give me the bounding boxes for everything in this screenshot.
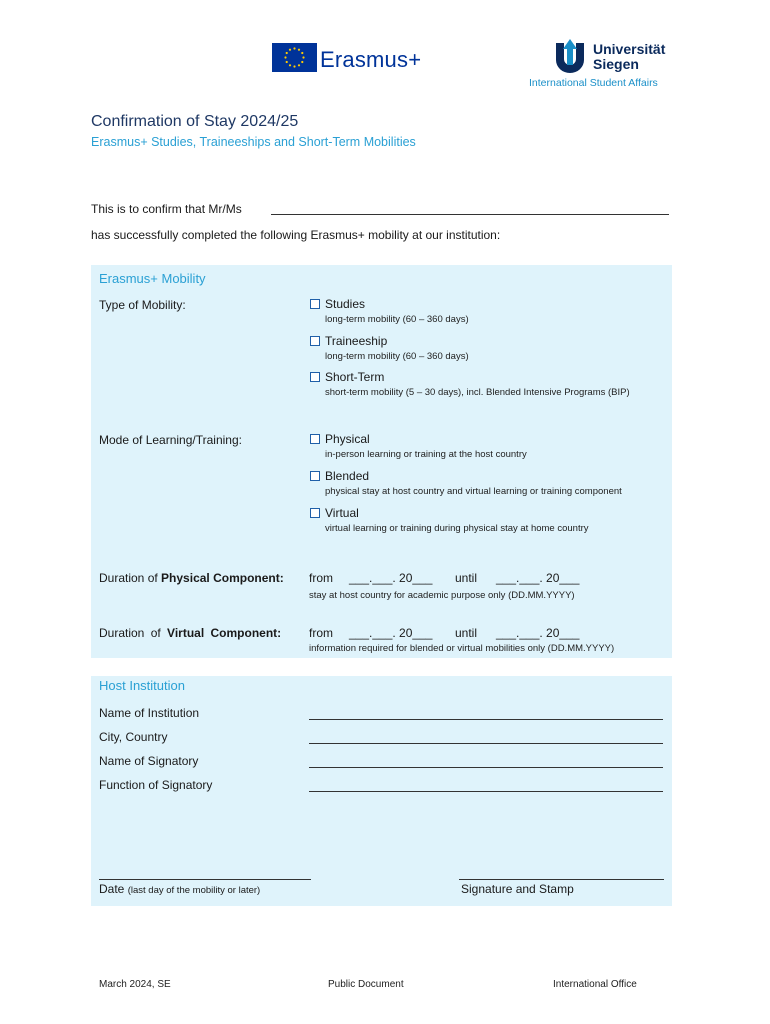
document-subtitle: Erasmus+ Studies, Traineeships and Short-Term Mobilities	[91, 135, 416, 149]
signature-label: Signature and Stamp	[461, 882, 574, 896]
document-title: Confirmation of Stay 2024/25	[91, 113, 299, 130]
mode-of-learning-label: Mode of Learning/Training:	[99, 433, 242, 447]
completion-text: has successfully completed the following Erasmus+ mobility at our institution:	[91, 228, 501, 242]
virtual-label: Virtual	[325, 506, 359, 520]
signatory-name-field[interactable]	[309, 756, 663, 768]
studies-checkbox[interactable]	[310, 299, 320, 309]
mobility-heading: Erasmus+ Mobility	[99, 271, 206, 286]
virtual-until-label: until	[455, 626, 478, 640]
traineeship-checkbox[interactable]	[310, 336, 320, 346]
short-term-hint: short-term mobility (5 – 30 days), incl. Blended Intensive Programs (BIP)	[325, 387, 630, 398]
department-name: International Student Affairs	[529, 77, 658, 89]
short-term-label: Short-Term	[325, 370, 385, 384]
physical-label: Physical	[325, 432, 370, 446]
date-note: (last day of the mobility or later)	[127, 885, 261, 896]
footer-date: March 2024, SE	[99, 979, 171, 990]
signatory-function-label: Function of Signatory	[99, 778, 213, 792]
virtual-duration-label	[99, 626, 281, 640]
footer-office: International Office	[553, 979, 637, 990]
short-term-option[interactable]	[310, 370, 384, 384]
date-label: Date	[99, 882, 125, 896]
physical-duration-label	[99, 571, 284, 585]
city-country-label: City, Country	[99, 730, 168, 744]
virtual-checkbox[interactable]	[310, 508, 320, 518]
physical-from-date-field[interactable]: ___.___. 20___	[349, 571, 433, 585]
virtual-duration-hint: information required for blended or virtual mobilities only (DD.MM.YYYY)	[309, 643, 615, 654]
blended-checkbox[interactable]	[310, 471, 320, 481]
date-label-row	[99, 882, 260, 896]
traineeship-option[interactable]	[310, 334, 387, 348]
student-name-field[interactable]	[271, 203, 669, 215]
host-heading: Host Institution	[99, 678, 185, 693]
studies-hint: long-term mobility (60 – 360 days)	[325, 314, 469, 325]
studies-label: Studies	[325, 297, 366, 311]
physical-until-label: until	[455, 571, 478, 585]
virtual-duration-prefix: Duration of	[99, 626, 168, 640]
studies-option[interactable]	[310, 297, 365, 311]
physical-duration-bold: Physical Component:	[161, 571, 284, 585]
virtual-from-label: from	[309, 626, 333, 640]
blended-hint: physical stay at host country and virtual learning or training component	[325, 486, 622, 497]
physical-option[interactable]	[310, 432, 370, 446]
date-field[interactable]	[99, 868, 311, 880]
blended-option[interactable]	[310, 469, 369, 483]
physical-checkbox[interactable]	[310, 434, 320, 444]
virtual-until-date-field[interactable]: ___.___. 20___	[496, 626, 580, 640]
institution-name-label: Name of Institution	[99, 706, 200, 720]
traineeship-hint: long-term mobility (60 – 360 days)	[325, 351, 469, 362]
virtual-from-date-field[interactable]: ___.___. 20___	[349, 626, 433, 640]
physical-hint: in-person learning or training at the host country	[325, 449, 527, 460]
physical-until-date-field[interactable]: ___.___. 20___	[496, 571, 580, 585]
virtual-option[interactable]	[310, 506, 359, 520]
signature-field[interactable]	[459, 868, 664, 880]
erasmus-logo-text: Erasmus+	[320, 47, 422, 72]
institution-name-field[interactable]	[309, 708, 663, 720]
footer-classification: Public Document	[328, 979, 404, 990]
city-country-field[interactable]	[309, 732, 663, 744]
university-name-line1: Universität	[593, 41, 666, 57]
physical-duration-prefix: Duration of	[99, 571, 162, 585]
signatory-name-label: Name of Signatory	[99, 754, 199, 768]
university-logo-icon	[553, 39, 587, 73]
signatory-function-field[interactable]	[309, 780, 663, 792]
virtual-hint: virtual learning or training during physical stay at home country	[325, 523, 589, 534]
university-name	[593, 42, 665, 72]
eu-flag-icon	[272, 43, 317, 72]
short-term-checkbox[interactable]	[310, 372, 320, 382]
traineeship-label: Traineeship	[325, 334, 388, 348]
physical-from-label: from	[309, 571, 333, 585]
university-name-line2: Siegen	[593, 56, 639, 72]
confirm-text: This is to confirm that Mr/Ms	[91, 202, 242, 216]
physical-duration-hint: stay at host country for academic purpose only (DD.MM.YYYY)	[309, 590, 575, 601]
type-of-mobility-label: Type of Mobility:	[99, 298, 186, 312]
virtual-duration-bold: Virtual Component:	[167, 626, 282, 640]
blended-label: Blended	[325, 469, 370, 483]
